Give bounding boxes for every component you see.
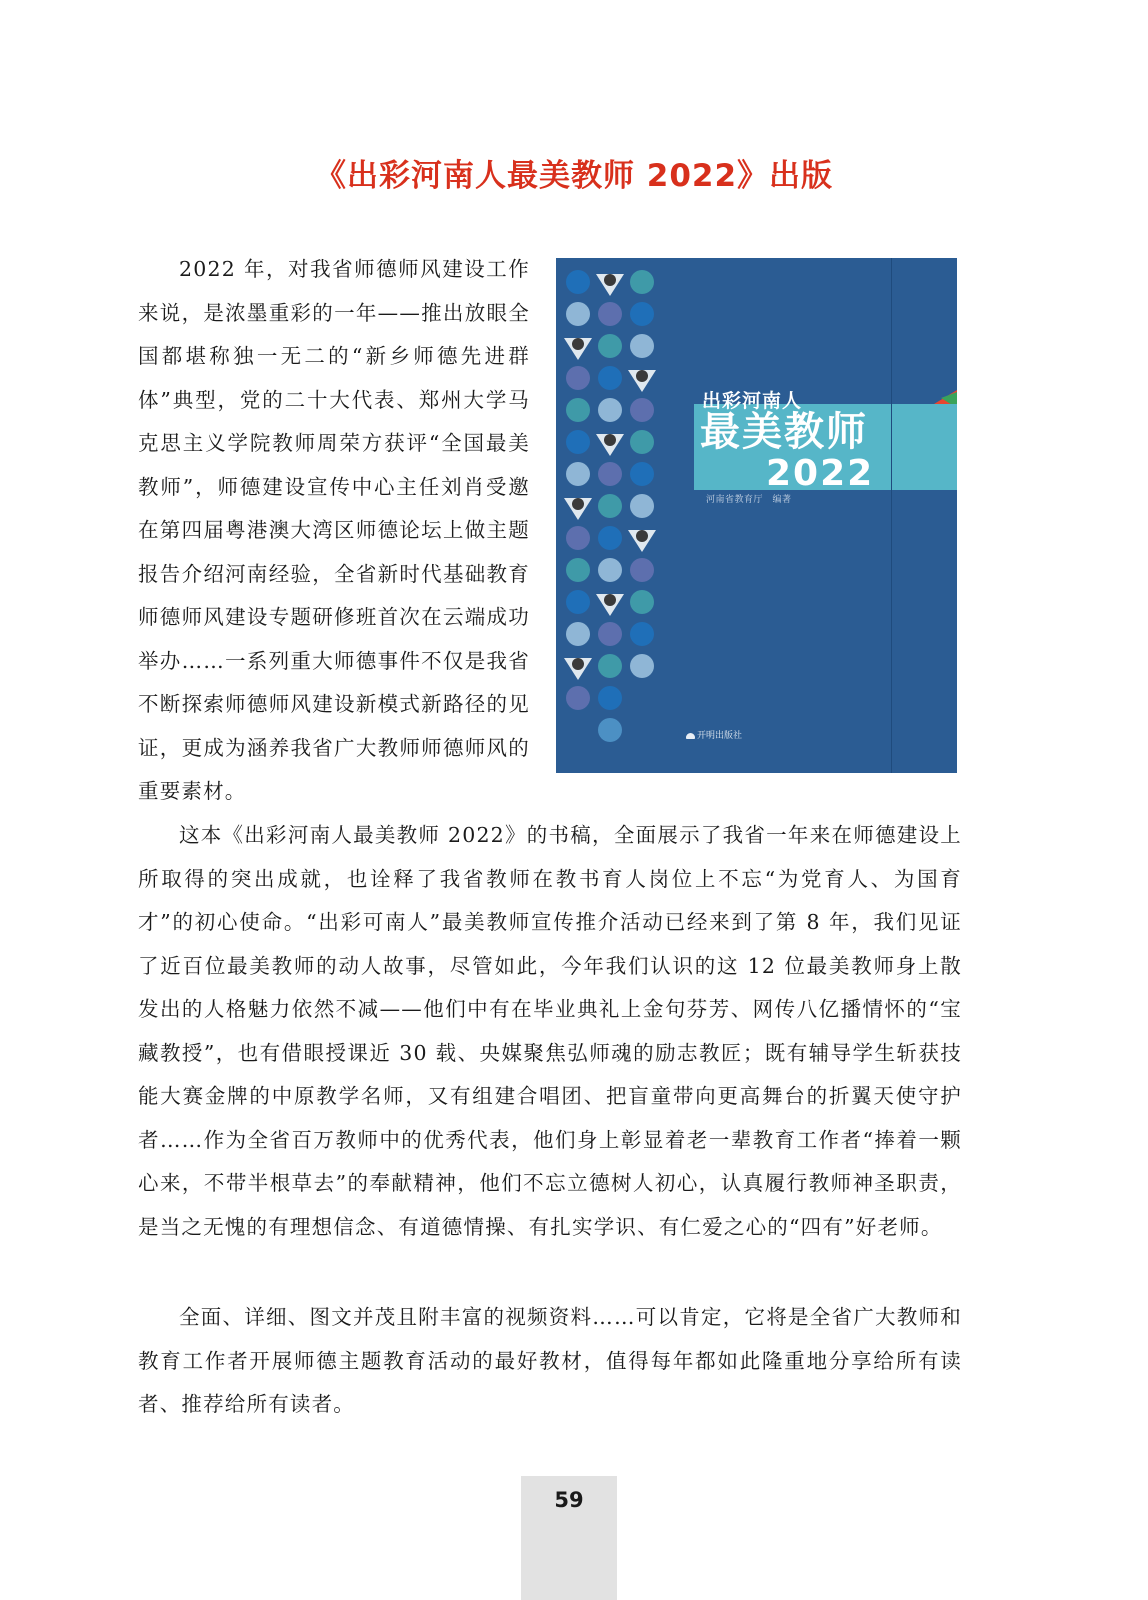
cover-circle bbox=[630, 398, 654, 422]
cover-circle bbox=[630, 558, 654, 582]
cover-circle bbox=[630, 590, 654, 614]
cover-circle bbox=[630, 334, 654, 358]
cover-circle bbox=[598, 334, 622, 358]
paragraph-3: 全面、详细、图文并茂且附丰富的视频资料……可以肯定，它将是全省广大教师和教育工作者开展师德主题教育活动的最好教材，值得每年都如此隆重地分享给所有读者、推荐给所有读者。 bbox=[138, 1305, 962, 1416]
page-number-box bbox=[521, 1476, 617, 1600]
cover-circle bbox=[630, 430, 654, 454]
page-title: 《出彩河南人最美教师 2022》出版 bbox=[314, 158, 834, 194]
cover-spine-line bbox=[891, 258, 892, 773]
cover-circle bbox=[598, 494, 622, 518]
portrait-face bbox=[572, 658, 584, 670]
portrait-face bbox=[572, 338, 584, 350]
cover-circle bbox=[630, 462, 654, 486]
cover-circle bbox=[598, 622, 622, 646]
cover-circle bbox=[630, 270, 654, 294]
cover-circle bbox=[566, 430, 590, 454]
portrait-face bbox=[604, 274, 616, 286]
page-number: 59 bbox=[554, 1488, 584, 1512]
cover-circle bbox=[566, 366, 590, 390]
portrait-face bbox=[604, 594, 616, 606]
cover-circle bbox=[598, 462, 622, 486]
cover-circle bbox=[598, 398, 622, 422]
paragraph-1: 2022 年，对我省师德师风建设工作来说，是浓墨重彩的一年——推出放眼全国都堪称独一无二的“新乡师德先进群体”典型，党的二十大代表、郑州大学马克思主义学院教师周荣方获评“全国最美教师”，师德建设宣传中心主任刘肖受邀在第四届粤港澳大湾区师德论坛上做主题报告介绍河南经验，全省新时代基础教育师德师风建设专题研修班首次在云端成功举办……一系列重大师德事件不仅是我省不断探索师德师风建设新模式新路径的见证，更成为涵养我省广大教师师德师风的重要素材。 bbox=[138, 257, 530, 803]
portrait-face bbox=[636, 530, 648, 542]
cover-circle bbox=[566, 270, 590, 294]
book-cover-image bbox=[556, 258, 957, 773]
cover-title-line2: 最美教师 bbox=[700, 409, 868, 455]
cover-circle bbox=[566, 590, 590, 614]
paragraph-2: 这本《出彩河南人最美教师 2022》的书稿，全面展示了我省一年来在师德建设上所取得的突出成就，也诠释了我省教师在教书育人岗位上不忘“为党育人、为国育才”的初心使命。“出彩可南人”最美教师宣传推介活动已经来到了第 8 年，我们见证了近百位最美教师的动人故事，尽管如此，今年我们认识的这 12 位最美教师身上散发出的人格魅力依然不减——他们中有在毕业典礼上金句芬芳、网传八亿播情怀的“宝藏教授”，也有借眼授课近 30 载、央媒聚焦弘师魂的励志教匠；既有辅导学生斩获技能大赛金牌的中原教学名师，又有组建合唱团、把盲童带向更高舞台的折翼天使守护者……作为全省百万教师中的优秀代表，他们身上彰显着老一辈教育工作者“捧着一颗心来，不带半根草去”的奉献精神，他们不忘立德树人初心，认真履行教师神圣职责，是当之无愧的有理想信念、有道德情操、有扎实学识、有仁爱之心的“四有”好老师。 bbox=[138, 823, 962, 1239]
cover-circle bbox=[630, 494, 654, 518]
cover-circle bbox=[630, 302, 654, 326]
cover-editor: 河南省教育厅 编著 bbox=[706, 495, 792, 505]
cover-circle bbox=[566, 558, 590, 582]
publisher-logo-icon bbox=[686, 733, 695, 739]
cover-circle bbox=[566, 398, 590, 422]
cover-circle bbox=[630, 622, 654, 646]
portrait-face bbox=[572, 498, 584, 510]
cover-circle bbox=[566, 686, 590, 710]
cover-circle bbox=[598, 686, 622, 710]
cover-circle bbox=[598, 526, 622, 550]
cover-circle bbox=[566, 462, 590, 486]
cover-circle bbox=[566, 302, 590, 326]
portrait-face bbox=[604, 434, 616, 446]
cover-year: 2022 bbox=[766, 453, 875, 494]
cover-circle bbox=[598, 302, 622, 326]
cover-publisher-name: 开明出版社 bbox=[697, 731, 743, 741]
cover-title-line1: 出彩河南人 bbox=[702, 390, 803, 412]
cover-publisher bbox=[686, 728, 742, 741]
cover-circle bbox=[566, 622, 590, 646]
cover-circle bbox=[598, 654, 622, 678]
cover-circle bbox=[598, 718, 622, 742]
portrait-face bbox=[636, 370, 648, 382]
cover-circle bbox=[598, 366, 622, 390]
cover-circle bbox=[598, 558, 622, 582]
cover-circle bbox=[630, 654, 654, 678]
cover-circle-pattern bbox=[556, 258, 957, 773]
cover-circle bbox=[566, 526, 590, 550]
